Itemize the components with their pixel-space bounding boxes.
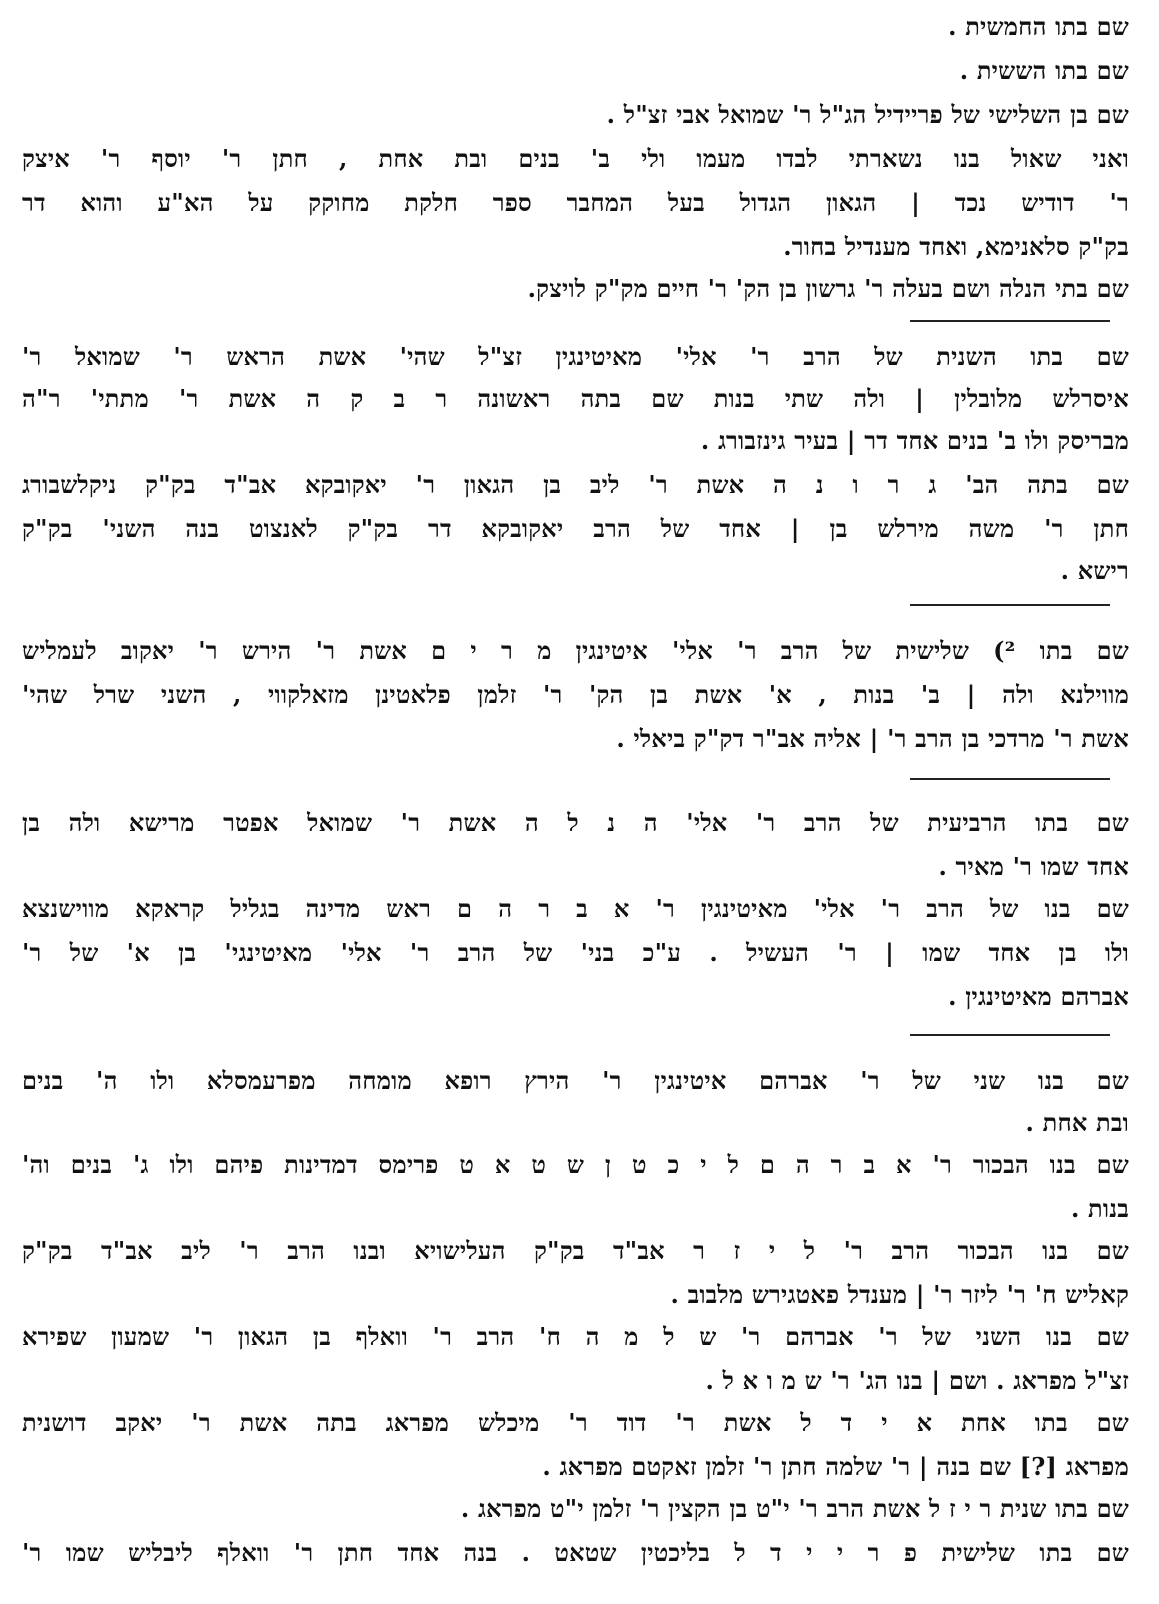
text-line: שם בתו השנית של הרב ר' אלי' מאיטינגין זצ"ל שהי' אשת הראש ר' שמואל ר'	[22, 342, 1129, 371]
text-line: שם בן השלישי של פריידיל הג"ל ר' שמואל אבי זצ"ל .	[606, 100, 1129, 129]
text-line: שם בתו ²) שלישית של הרב ר' אלי' איטינגין מ ר י ם אשת ר' הירש ר' יאקוב לעמליש	[22, 636, 1129, 665]
text-line: ואני שאול בנו נשארתי לבדו מעמו ולי ב' בנים ובת אחת , חתן ר' יוסף ר' איצק	[22, 144, 1129, 173]
text-line: שם בתו הרביעית של הרב ר' אלי' ה נ ל ה אשת ר' שמואל אפטר מרישא ולה בן	[22, 808, 1129, 837]
section-divider	[910, 1034, 1110, 1036]
text-line: שם בתי הנלה ושם בעלה ר' גרשון בן הק' ר' חיים מק"ק לויצק.	[527, 274, 1129, 303]
text-line: בק"ק סלאנימא, ואחד מענדיל בחור.	[783, 232, 1129, 261]
text-line: שם בתו הששית .	[959, 56, 1129, 85]
text-line: רישא .	[1060, 556, 1129, 585]
section-divider	[910, 320, 1110, 322]
text-line: שם בנו הבכור הרב ר' ל י ז ר אב"ד בק"ק העלישויא ובנו הרב ר' ליב אב"ד בק"ק	[22, 1236, 1129, 1265]
text-line: חתן ר' משה מירלש בן | אחד של הרב יאקובקא דר בק"ק לאנצוט בנה השני' בק"ק	[22, 514, 1129, 543]
text-line: זצ"ל מפראג . ושם | בנו הג' ר' ש מ ו א ל .	[705, 1366, 1129, 1395]
text-line: ולו בן אחד שמו | ר' העשיל . ע"כ בני' של הרב ר' אלי' מאיטינגי' בן א' של ר'	[22, 938, 1129, 967]
section-divider	[910, 604, 1110, 606]
text-line: מפראג [?] שם בנה | ר' שלמה חתן ר' זלמן זאקטם מפראג .	[542, 1452, 1129, 1481]
text-line: שם בתו אחת א י ד ל אשת ר' דוד ר' מיכלש מפראג בתה אשת ר' יאקב דושנית	[22, 1408, 1129, 1437]
text-line: ובת אחת .	[1025, 1108, 1129, 1137]
text-line: מבריסק ולו ב' בנים אחד דר | בעיר גינזבורג .	[700, 426, 1129, 455]
text-line: שם בתו שנית ר י ז ל אשת הרב ר' י"ט בן הקצין ר' זלמן י"ט מפראג .	[460, 1494, 1129, 1523]
text-line: קאליש ח' ר' ליזר ר' | מענדל פאטגירש מלבוב .	[670, 1280, 1129, 1309]
text-line: אחד שמו ר' מאיר .	[938, 852, 1129, 881]
text-line: בנות .	[1070, 1194, 1129, 1223]
text-line: איסרלש מלובלין | ולה שתי בנות שם בתה ראשונה ר ב ק ה אשת ר' מתתי' ר"ה	[22, 384, 1129, 413]
section-divider	[910, 778, 1110, 780]
text-line: אשת ר' מרדכי בן הרב ר' | אליה אב"ר דק"ק ביאלי .	[616, 724, 1129, 753]
text-line: שם בנו השני של ר' אברהם ר' ש ל מ ה ח' הרב ר' וואלף בן הגאון ר' שמעון שפירא	[22, 1322, 1129, 1351]
text-line: שם בתה הב' ג ר ו נ ה אשת ר' ליב בן הגאון ר' יאקובקא אב"ד בק"ק ניקלשבורג	[22, 470, 1129, 499]
text-line: ר' דודיש נכד | הגאון הגדול בעל המחבר ספר חלקת מחוקק על הא"ע והוא דר	[22, 188, 1129, 217]
text-line: שם בנו הבכור ר' א ב ר ה ם ל י כ ט ן ש ט א ט פרימס דמדינות פיהם ולו ג' בנים וה'	[22, 1150, 1129, 1179]
text-line: אברהם מאיטינגין .	[948, 982, 1129, 1011]
text-line: שם בתו החמשית .	[948, 12, 1129, 41]
text-line: שם בנו שני של ר' אברהם איטינגין ר' הירץ רופא מומחה מפרעמסלא ולו ה' בנים	[22, 1066, 1129, 1095]
text-line: שם בתו שלישית פ ר י י ד ל בליכטין שטאט . בנה אחד חתן ר' וואלף ליבליש שמו ר'	[22, 1538, 1129, 1567]
text-line: שם בנו של הרב ר' אלי' מאיטינגין ר' א ב ר ה ם ראש מדינה בגליל קראקא מווישנצא	[22, 894, 1129, 923]
text-line: מווילנא ולה | ב' בנות , א' אשת בן הק' ר' זלמן פלאטינן מזאלקווי , השני שרל שהי'	[22, 680, 1129, 709]
